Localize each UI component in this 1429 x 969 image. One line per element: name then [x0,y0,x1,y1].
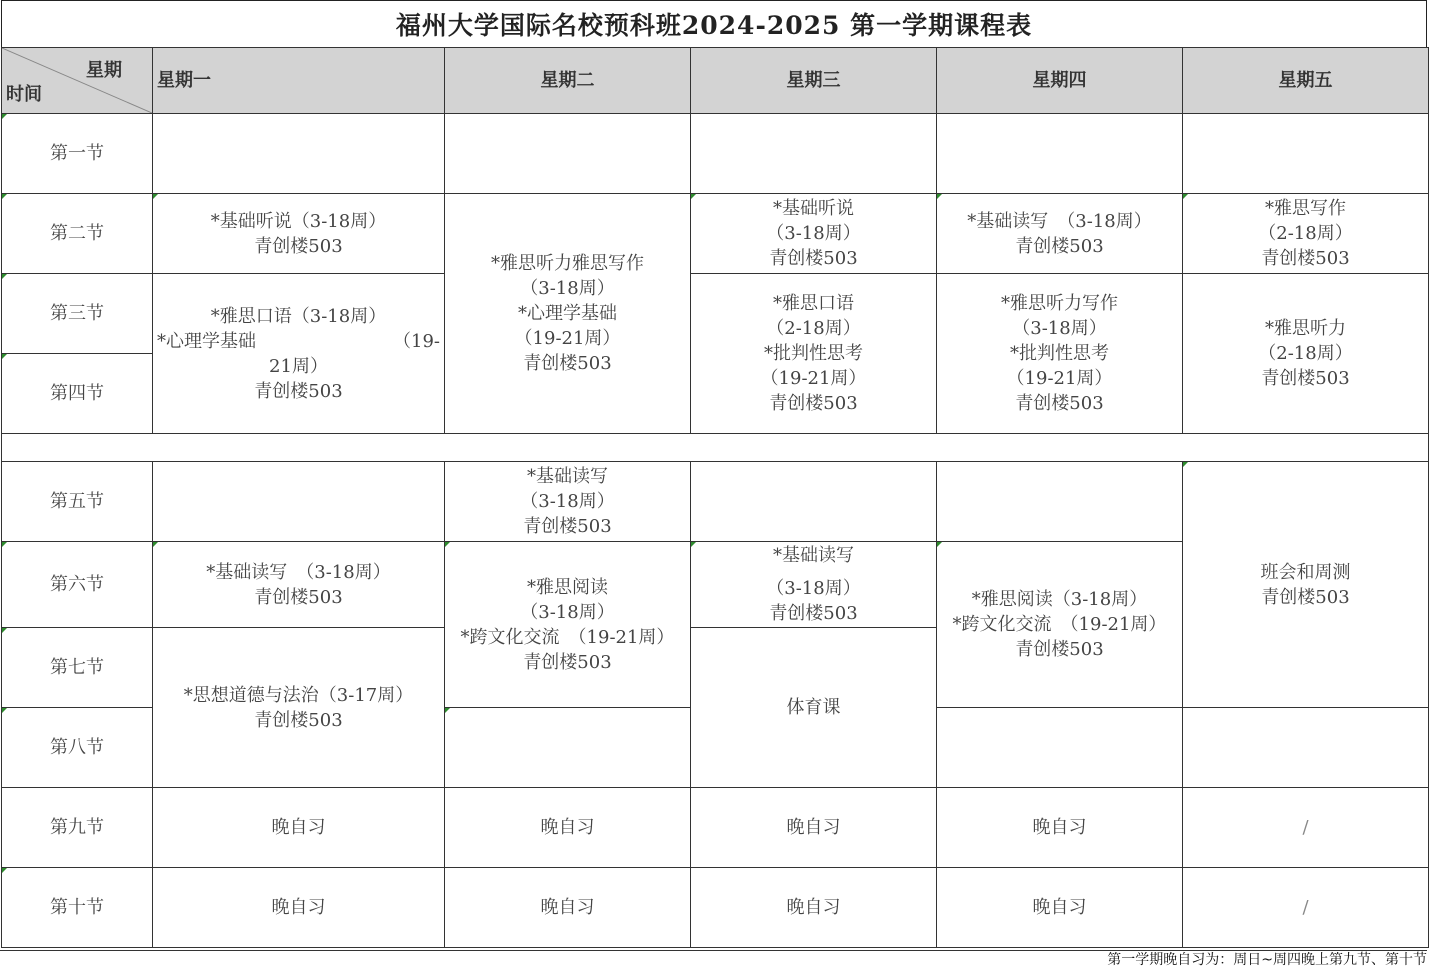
day-header-mon: 星期一 [153,48,445,114]
weeks-line: （19-21周） [760,368,867,389]
period-label: 第九节 [2,788,153,868]
cell-wed-p5 [691,462,937,542]
course-line: *雅思口语 [773,293,854,314]
corner-weekday-label: 星期 [86,60,122,81]
room-line: 青创楼503 [523,651,612,673]
weeks-line: （3-18周） [520,278,615,299]
course-line: *雅思阅读（3-18周） [971,589,1148,610]
timetable [1,47,1429,948]
cell-thu-p5 [937,462,1183,542]
room-line: 青创楼503 [1015,639,1104,660]
course-line: *基础听说（3-18周） [210,210,387,232]
day-header-thu: 星期四 [937,48,1183,114]
lunch-gap [2,434,1429,462]
course-line: *雅思写作 [1265,198,1346,219]
cell-mon-p2 [153,194,445,274]
cell-wed-p9: 晚自习 [691,788,937,868]
cell-mon-p34 [153,274,445,434]
cell-thu-p1 [937,114,1183,194]
weeks-line: （3-18周） [520,601,615,623]
course-line: *跨文化交流 （19-21周） [952,614,1167,635]
period-label: 第二节 [2,194,153,274]
cell-wed-p6 [691,542,937,628]
course-line: *雅思口语（3-18周） [210,305,387,327]
weeks-text: （19- [393,330,440,352]
cell-fri-p8 [1183,708,1429,788]
room-line: 青创楼503 [1261,586,1350,608]
weeks-line: （2-18周） [766,318,861,339]
course-line: *基础读写 （3-18周） [967,210,1152,232]
period-label: 第五节 [2,462,153,542]
row-period-9 [2,788,1429,868]
weeks-line: （3-18周） [520,491,615,512]
footer-note: 第一学期晚自习为：周日~周四晚上第九节、第十节 [0,950,1427,969]
period-label: 第一节 [2,114,153,194]
room-line: 青创楼503 [769,603,858,624]
header-row [2,48,1429,114]
weeks-line: （3-18周） [1012,318,1107,339]
weeks-line: （19-21周） [514,328,621,349]
cell-tue-p67 [445,542,691,708]
course-line: *基础读写 [773,545,854,566]
room-line: 青创楼503 [254,235,343,257]
corner-time-label: 时间 [6,84,42,105]
cell-tue-p8 [445,708,691,788]
course-line: 体育课 [786,697,841,718]
room-line: 青创楼503 [769,393,858,414]
cell-mon-p5 [153,462,445,542]
period-label: 第六节 [2,542,153,628]
row-period-10 [2,868,1429,948]
period-label: 第四节 [2,354,153,434]
room-line: 青创楼503 [1261,368,1350,389]
course-line-justified [157,329,440,354]
cell-tue-p10: 晚自习 [445,868,691,948]
course-line: *心理学基础 [518,303,617,324]
room-line: 青创楼503 [254,709,343,731]
cell-tue-p9: 晚自习 [445,788,691,868]
room-line: 青创楼503 [523,516,612,537]
cell-mon-p1 [153,114,445,194]
course-line: *雅思听力写作 [1001,293,1118,314]
course-line: *批判性思考 [1010,343,1109,364]
cell-wed-p1 [691,114,937,194]
cell-fri-p9: / [1183,788,1429,868]
cell-wed-p78 [691,628,937,788]
period-label: 第三节 [2,274,153,354]
weeks-line: （19-21周） [1006,368,1113,389]
cell-thu-p9: 晚自习 [937,788,1183,868]
period-label: 第七节 [2,628,153,708]
lunch-gap-row [2,434,1429,462]
cell-fri-p10: / [1183,868,1429,948]
weeks-line: 21周） [269,355,328,377]
cell-wed-p34 [691,274,937,434]
cell-wed-p2 [691,194,937,274]
room-line: 青创楼503 [254,380,343,402]
course-line: 班会和周测 [1260,561,1351,583]
course-line: *雅思阅读 [527,576,608,598]
row-period-1 [2,114,1429,194]
course-line: *跨文化交流 （19-21周） [460,626,675,648]
course-text: *心理学基础 [157,330,256,352]
cell-tue-p234 [445,194,691,434]
spacer [695,568,932,576]
weeks-line: （2-18周） [1258,343,1353,364]
day-header-fri: 星期五 [1183,48,1429,114]
cell-mon-p9: 晚自习 [153,788,445,868]
cell-wed-p10: 晚自习 [691,868,937,948]
room-line: 青创楼503 [1261,248,1350,269]
period-label: 第八节 [2,708,153,788]
course-line: *雅思听力雅思写作 [491,253,644,274]
cell-tue-p1 [445,114,691,194]
day-header-wed: 星期三 [691,48,937,114]
cell-thu-p8 [937,708,1183,788]
room-line: 青创楼503 [769,248,858,269]
row-period-5 [2,462,1429,542]
row-period-2 [2,194,1429,274]
cell-mon-p78 [153,628,445,788]
day-header-tue: 星期二 [445,48,691,114]
course-line: *思想道德与法治（3-17周） [183,684,414,706]
cell-fri-p567 [1183,462,1429,708]
room-line: 青创楼503 [1015,393,1104,414]
weeks-line: （3-18周） [766,223,861,244]
course-line: *基础读写 （3-18周） [206,561,391,583]
cell-thu-p10: 晚自习 [937,868,1183,948]
row-period-3 [2,274,1429,354]
cell-thu-p67 [937,542,1183,708]
cell-tue-p5 [445,462,691,542]
cell-thu-p2 [937,194,1183,274]
period-label: 第十节 [2,868,153,948]
cell-fri-p34 [1183,274,1429,434]
cell-mon-p10: 晚自习 [153,868,445,948]
cell-fri-p2 [1183,194,1429,274]
room-line: 青创楼503 [523,353,612,374]
corner-cell [2,48,153,114]
cell-fri-p1 [1183,114,1429,194]
page-title: 福州大学国际名校预科班2024-2025 第一学期课程表 [1,0,1427,47]
course-line: *基础读写 [527,466,608,487]
cell-thu-p34 [937,274,1183,434]
room-line: 青创楼503 [254,586,343,608]
course-line: *批判性思考 [764,343,863,364]
course-line: *基础听说 [773,198,854,219]
cell-mon-p6 [153,542,445,628]
weeks-line: （2-18周） [1258,223,1353,244]
course-line: *雅思听力 [1265,318,1346,339]
room-line: 青创楼503 [1015,235,1104,257]
weeks-line: （3-18周） [766,578,861,599]
